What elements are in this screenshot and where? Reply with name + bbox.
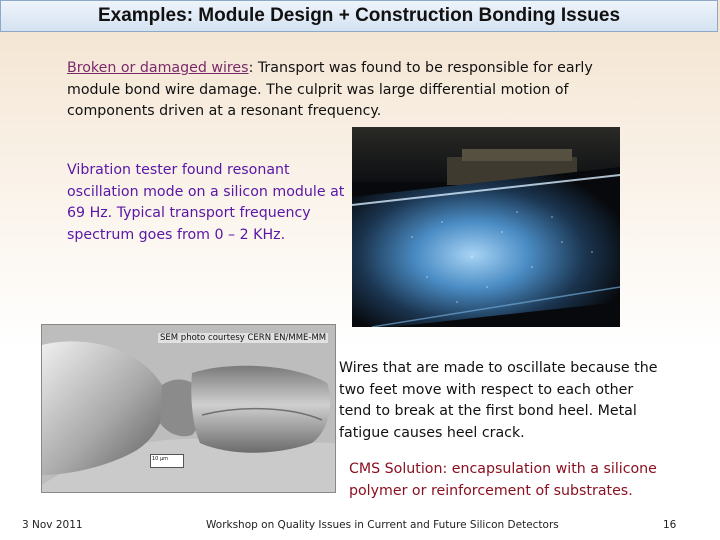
slide-title: Examples: Module Design + Construction Bonding Issues [97, 5, 621, 26]
intro-paragraph [67, 58, 627, 123]
wires-paragraph: Wires that are made to oscillate because the two feet move with respect to each other tend to break at the first bond heel. Metal fatigue causes heel crack. [339, 360, 658, 441]
footer-page-number: 16 [663, 519, 677, 531]
vibration-tester-photo [352, 127, 620, 327]
sem-bond-photo-graphic [42, 325, 335, 492]
vibration-tester-photo-graphic [352, 127, 620, 327]
footer-conference: Workshop on Quality Issues in Current and Future Silicon Detectors [206, 519, 559, 531]
cms-solution-paragraph: CMS Solution: encapsulation with a silicone polymer or reinforcement of substrates. [349, 461, 657, 499]
sem-photo-credit: SEM photo courtesy CERN EN/MME-MM [160, 333, 327, 343]
intro-lead: Broken or damaged wires [67, 60, 249, 76]
title-bar [0, 0, 718, 32]
vibration-paragraph: Vibration tester found resonant oscillation mode on a silicon module at 69 Hz. Typical transport frequency spectrum goes from 0 – 2 KHz. [67, 162, 345, 243]
sem-bond-photo [41, 324, 336, 493]
intro-text: : Transport was found to be responsible for early module bond wire damage. The culprit was large differential motion of components driven at a resonant frequency. [67, 60, 593, 119]
sem-scale-label: 10 µm [152, 456, 169, 462]
footer-date: 3 Nov 2011 [22, 519, 83, 531]
